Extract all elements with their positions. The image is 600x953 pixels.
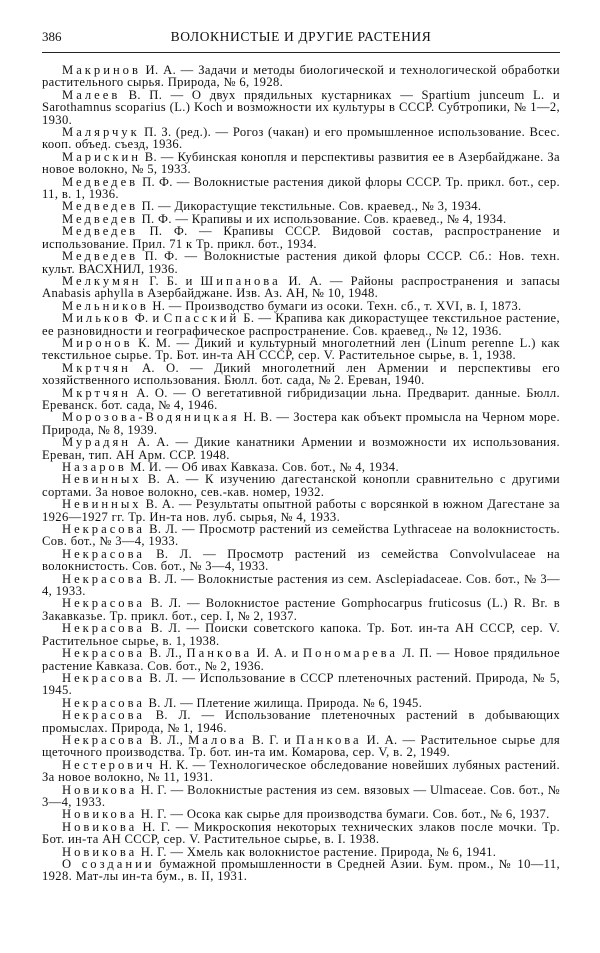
entry-author: Некрасова [62, 695, 145, 710]
entry-author: Новикова [62, 819, 138, 834]
bibliography-entry [42, 411, 560, 436]
entry-text: М. И. — Об ивах Кавказа. Сов. бот., № 4, 1934. [126, 460, 399, 474]
bibliography-list [42, 64, 560, 883]
bibliography-entry [42, 312, 560, 337]
entry-text: Н. В. — Зостера как объект промысла на Черном море. Природа, № 8, 1939. [42, 410, 560, 437]
entry-text: И. А. — Районы распространения и запасы Anabasis aphylla в Азербайджане. Изв. Аз. АН, № 10, 1948. [42, 273, 561, 301]
entry-text: П. — Дикорастущие текстильные. Сов. краевед., № 3, 1934. [138, 199, 482, 214]
bibliography-entry [42, 337, 560, 362]
entry-text: В. Л. — Просмотр растений из семейства Convolvulaceae на волокнистость. Сов. бот., № 3—4, 1933. [42, 546, 560, 574]
bibliography-entry [42, 275, 560, 300]
bibliography-entry [42, 573, 560, 598]
entry-text: В. А. — К изучению дагестанской конопли сравнительно с другими сортами. За новое волокно, сев.-кав. номер, 1932. [42, 472, 560, 499]
page-header [42, 29, 560, 49]
entry-text: Н. Г. — Хмель как волокнистое растение. Природа, № 6, 1941. [137, 844, 497, 859]
bibliography-entry [42, 759, 560, 784]
entry-author: Макринов [62, 63, 141, 77]
entry-text: бумажной промышленности в Средней Азии. Бум. пром., № 10—11, 1928. Мат-лы ин-та бум., в. II, 1931. [42, 857, 560, 884]
bibliography-entry [42, 672, 560, 697]
entry-text: К. М. — Дикий и культурный многолетний лен (Linum perenne L.) как текстильное сырье. Тр. Бот. ин-та АН СССР, сер. V. Растительное сырье, в. 1, 1938. [42, 335, 560, 363]
entry-author: Пономарева [303, 646, 398, 661]
bibliography-entry [42, 709, 560, 734]
bibliography-entry [42, 176, 560, 201]
entry-author: Новикова [62, 807, 138, 822]
entry-author: Некрасова [62, 646, 145, 661]
page-number: 386 [42, 29, 62, 44]
entry-author: Миронов [62, 335, 133, 350]
entry-author: Некрасова [62, 571, 145, 586]
entry-text: И. А. и [252, 646, 304, 661]
entry-author: Шипанова [200, 273, 281, 288]
entry-text: В. П. — О двух прядильных кустарниках — Spartium junceum L. и Sarothamnus scoparius (L.) Koch и возможности их культуры в СССР. Субтропики, № 1—2, 1930. [42, 87, 560, 127]
entry-text: Л. П. — Новое прядильное растение Кавказа. Сов. бот., № 2, 1936. [42, 646, 560, 673]
entry-text: А. А. — Дикие канатники Армении и возможности их использования. Ереван, тип. АН Арм. ССР. 1948. [42, 435, 560, 462]
entry-text: Н. — Производство бумаги из осоки. Техн. сб., т. XVI, в. I, 1873. [148, 298, 522, 313]
bibliography-entry [42, 250, 560, 275]
entry-text: П. Ф. — Крапивы и их использование. Сов. краевед., № 4, 1934. [138, 211, 507, 226]
entry-author: Спасский [163, 311, 240, 326]
bibliography-entry [42, 548, 560, 573]
entry-text: А. О. — О вегетативной гибридизации льна. Предварит. данные. Бюлл. Ереванск. бот. сада, № 4, 1946. [42, 385, 560, 412]
entry-author: Невинных [62, 472, 142, 487]
bibliography-entry [42, 734, 560, 759]
entry-author: Новикова [62, 844, 138, 859]
bibliography-entry [42, 597, 560, 622]
bibliography-entry [42, 622, 560, 647]
entry-author: Мильков [62, 311, 131, 326]
entry-author: Мкртчян [62, 385, 131, 400]
entry-text: Н. Г. — Волокнистые растения из сем. вязовых — Ulmaceae. Сов. бот., № 3—4, 1933. [42, 782, 560, 809]
entry-text: П. З. (ред.). — Рогоз (чакан) и его промышленное использование. Всес. кооп. объед. съезд, 1936. [42, 125, 560, 152]
entry-author: Новикова [62, 782, 138, 797]
entry-text: Н. Г. — Осока как сырье для производства бумаги. Сов. бот., № 6, 1937. [137, 807, 550, 822]
entry-author: Некрасова [62, 732, 145, 747]
entry-author: О создании [62, 857, 155, 871]
entry-text: В. Л. — Просмотр растений из семейства Lythraceae на волокнистость. Сов. бот., № 3—4, 1933. [42, 522, 560, 549]
entry-text: И. А. — Растительное сырье для щеточного производства. Тр. бот. ин-та им. Комарова, сер. V, в. 2, 1949. [42, 732, 560, 760]
entry-author: Некрасова [62, 708, 145, 723]
entry-text: В. Л. — Поиски советского капока. Тр. Бот. ин-та АН СССР, сер. V. Растительное сырье, в. 1, 1938. [42, 621, 560, 648]
bibliography-entry [42, 126, 560, 151]
entry-author: Мурадян [62, 435, 132, 450]
entry-author: Некрасова [62, 522, 145, 537]
entry-text: Н. Г. — Микроскопия некоторых технических злаков после мочки. Тр. Бот. ин-та АН СССР, сер. V. Растительное сырье, в. I. 1938. [42, 819, 560, 847]
entry-author: Некрасова [62, 546, 145, 561]
bibliography-entry [42, 387, 560, 412]
entry-text: П. Ф. — Крапивы СССР. Видовой состав, распространение и использование. Прил. 71 к Тр. прикл. бот., 1934. [42, 224, 560, 251]
bibliography-entry [42, 64, 560, 89]
bibliography-entry [42, 784, 560, 809]
entry-author: Панкова [296, 732, 362, 747]
bibliography-entry [42, 473, 560, 498]
bibliography-entry [42, 858, 560, 883]
bibliography-entry [42, 225, 560, 250]
entry-text: В. А. — Результаты опытной работы с ворсянкой в южном Дагестане за 1926—1927 гг. Тр. Ин-та нов. луб. сырья, № 4, 1933. [42, 497, 560, 524]
bibliography-entry [42, 362, 560, 387]
entry-author: Мельников [62, 298, 149, 313]
entry-text: В. Л., [144, 646, 187, 661]
entry-text: В. Л., [144, 732, 189, 747]
entry-author: Медведев [62, 249, 139, 264]
entry-author: Некрасова [62, 596, 145, 611]
entry-author: Мкртчян [62, 360, 131, 375]
entry-text: В. Г. и [246, 732, 297, 747]
entry-author: Малова [188, 732, 247, 747]
bibliography-entry [42, 436, 560, 461]
entry-text: В. — Кубинская конопля и перспективы развития ее в Азербайджане. За новое волокно, № 5, 1933. [42, 149, 560, 177]
entry-author: Панкова [186, 646, 253, 661]
entry-author: Некрасова [62, 670, 145, 685]
entry-author: Медведев [62, 211, 139, 226]
entry-text: А. О. — Дикий многолетний лен Армении и перспективы его хозяйственного использования. Бюлл. бот. сада, № 2. Ереван, 1940. [42, 360, 560, 388]
entry-text: В. Л. — Использование в СССР плетеночных растений. Природа, № 5, 1945. [42, 670, 560, 698]
entry-text: Б. — Крапива как дикорастущее текстильное растение, ее разновидности и географическое распространение. Сов. краевед., № 12, 1936. [42, 311, 560, 338]
bibliography-entry [42, 523, 560, 548]
entry-text: Ф. и [130, 311, 164, 326]
entry-author: Медведев [62, 199, 139, 214]
entry-author: Малярчук [62, 125, 140, 140]
bibliography-entry [42, 89, 560, 126]
entry-text: В. Л. — Использование плетеночных растений в добывающих промыслах. Природа, № 1, 1946. [42, 708, 560, 735]
header-rule [42, 52, 560, 53]
bibliography-entry [42, 498, 560, 523]
entry-author: Невинных [62, 497, 142, 512]
entry-text: Н. К. — Технологическое обследование новейших лубяных растений. За новое волокно, № 11, 1931. [42, 757, 560, 785]
entry-author: Морозова-Водяницкая [62, 410, 240, 425]
entry-text: В. Л. — Плетение жилища. Природа. № 6, 1945. [144, 695, 423, 710]
entry-text: И. А. — Задачи и методы биологической и технологической обработки растительного сырья. Природа, № 6, 1928. [42, 63, 560, 90]
entry-text: В. Л. — Волокнистые растения из сем. Asclepiadaceae. Сов. бот., № 3—4, 1933. [42, 571, 560, 599]
bibliography-entry [42, 821, 560, 846]
entry-author: Назаров [62, 460, 127, 474]
entry-author: Медведев [62, 224, 139, 239]
entry-author: Некрасова [62, 621, 145, 636]
entry-author: Нестерович [62, 757, 156, 772]
entry-author: Марискин [62, 149, 142, 164]
entry-text: П. Ф. — Волокнистые растения дикой флоры СССР. Тр. прикл. бот., сер. 11, в. 1, 1936. [42, 174, 560, 202]
entry-author: Малеев [62, 87, 121, 102]
bibliography-entry [42, 647, 560, 672]
bibliography-entry [42, 151, 560, 176]
running-title: ВОЛОКНИСТЫЕ И ДРУГИЕ РАСТЕНИЯ [170, 29, 432, 44]
entry-author: Мелкумян [62, 273, 142, 288]
entry-text: П. Ф. — Волокнистые растения дикой флоры СССР. Сб.: Нов. техн. культ. ВАСХНИЛ, 1936. [42, 249, 560, 276]
entry-text: В. Л. — Волокнистое растение Gomphocarpus fruticosus (L.) R. Br. в Закавказье. Тр. прикл. бот., сер. I, № 2, 1937. [42, 596, 560, 623]
entry-text: Г. Б. и [141, 273, 201, 288]
entry-author: Медведев [62, 174, 139, 189]
